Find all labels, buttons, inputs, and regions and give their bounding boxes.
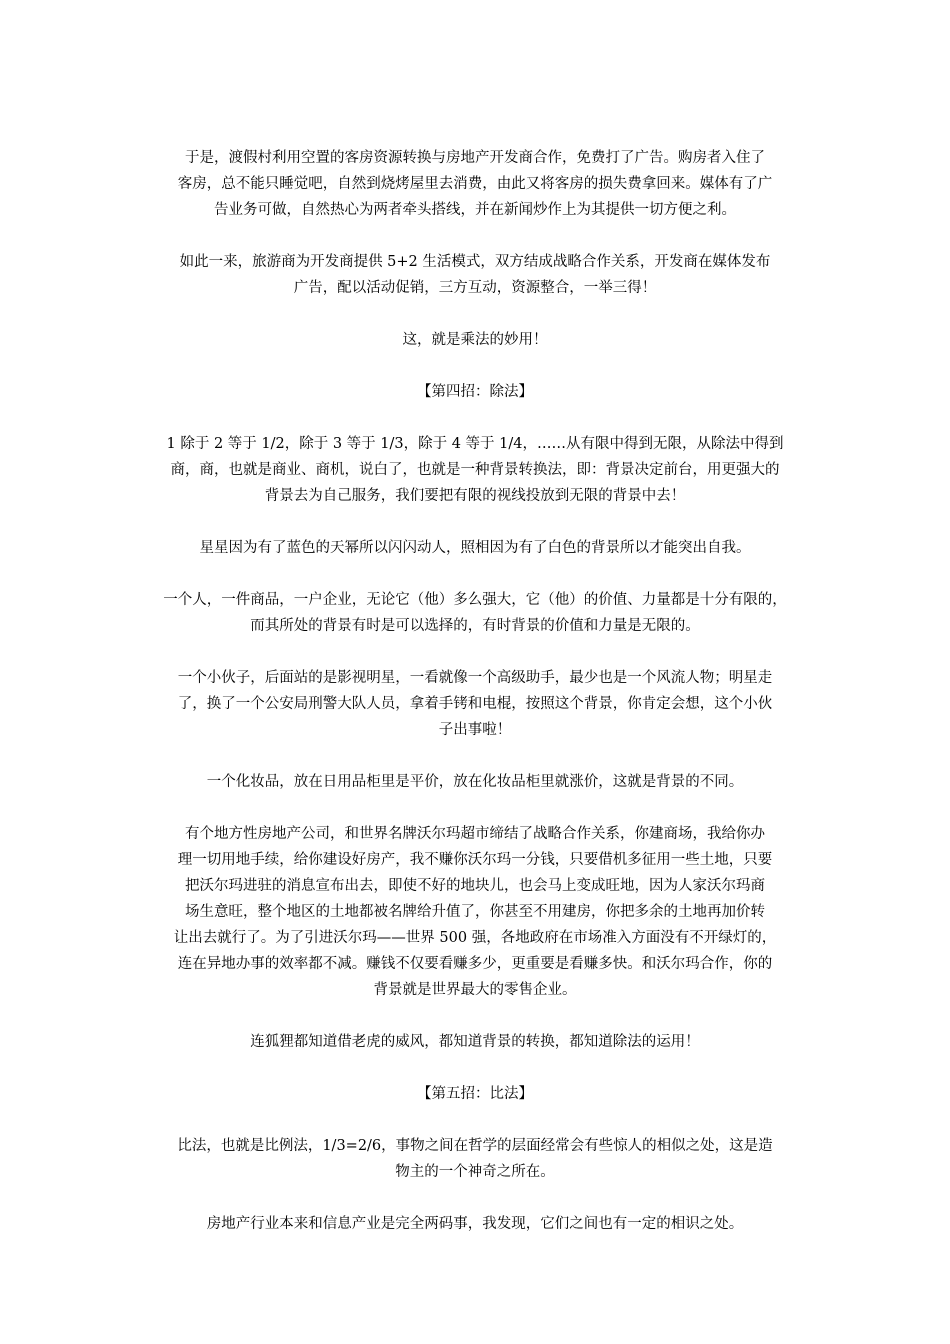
text-line: 子出事啦！ — [438, 722, 512, 738]
text-line: 把沃尔玛进驻的消息宣布出去，即使不好的地块儿，也会马上变成旺地，因为人家沃尔玛商 — [185, 878, 765, 894]
text-line: 星星因为有了蓝色的天幂所以闪闪动人，照相因为有了白色的背景所以才能突出自我。 — [199, 540, 751, 556]
text-line: 一个化妆品，放在日用品柜里是平价，放在化妆品柜里就涨价，这就是背景的不同。 — [206, 774, 744, 790]
paragraph — [140, 327, 810, 353]
text-line: 有个地方性房地产公司，和世界名牌沃尔玛超市缔结了战略合作关系，你建商场，我给你办 — [185, 826, 765, 842]
text-line: 场生意旺，整个地区的土地都被名牌给升值了，你甚至不用建房，你把多余的土地再加价转 — [185, 904, 765, 920]
text-line: 客房，总不能只睡觉吧，自然到烧烤屋里去消费，由此又将客房的损失费拿回来。媒体有了广 — [177, 176, 773, 192]
section-heading — [140, 379, 810, 405]
paragraph — [140, 587, 810, 639]
text-line: 1 除于 2 等于 1/2，除于 3 等于 1/3，除于 4 等于 1/4，……从有限中得到无限，从除法中得到 — [166, 436, 784, 452]
text-line: 比法，也就是比例法，1/3=2/6，事物之间在哲学的层面经常会有些惊人的相似之处，这是造 — [177, 1138, 773, 1154]
paragraph — [140, 1029, 810, 1055]
text-line: 理一切用地手续，给你建设好房产，我不赚你沃尔玛一分钱，只要借机多征用一些土地，只要 — [177, 852, 773, 868]
text-line: 背景去为自己服务，我们要把有限的视线投放到无限的背景中去！ — [264, 488, 686, 504]
paragraph — [140, 431, 810, 509]
text-line: 广告，配以活动促销，三方互动，资源整合，一举三得！ — [293, 280, 657, 296]
text-line: 让出去就行了。为了引进沃尔玛——世界 500 强，各地政府在市场准入方面没有不开绿灯的， — [173, 930, 777, 946]
paragraph — [140, 145, 810, 223]
text-line: 一个人，一件商品，一户企业，无论它（他）多么强大，它（他）的价值、力量都是十分有限的， — [163, 592, 787, 608]
paragraph — [140, 821, 810, 1003]
paragraph — [140, 535, 810, 561]
text-line: 于是，渡假村利用空置的客房资源转换与房地产开发商合作，免费打了广告。购房者入住了 — [185, 150, 765, 166]
text-line: 而其所处的背景有时是可以选择的，有时背景的价值和力量是无限的。 — [250, 618, 700, 634]
text-line: 这，就是乘法的妙用！ — [402, 332, 548, 348]
paragraph — [140, 1133, 810, 1185]
paragraph — [140, 665, 810, 743]
text-line: 物主的一个神奇之所在。 — [395, 1164, 555, 1180]
text-line: 了，换了一个公安局刑警大队人员，拿着手铐和电棍，按照这个背景，你肯定会想，这个小伙 — [177, 696, 773, 712]
section-heading — [140, 1081, 810, 1107]
text-line: 背景就是世界最大的零售企业。 — [373, 982, 577, 998]
text-line: 连在异地办事的效率都不减。赚钱不仅要看赚多少，更重要是看赚多快。和沃尔玛合作，你的 — [177, 956, 773, 972]
text-line: 如此一来，旅游商为开发商提供 5+2 生活模式，双方结成战略合作关系，开发商在媒体发布 — [179, 254, 771, 270]
text-line: 连狐狸都知道借老虎的威风，都知道背景的转换，都知道除法的运用！ — [250, 1034, 700, 1050]
text-line: 商，商，也就是商业、商机，说白了，也就是一种背景转换法，即：背景决定前台，用更强大的 — [170, 462, 780, 478]
text-line: 【第四招：除法】 — [417, 384, 533, 400]
text-line: 一个小伙子，后面站的是影视明星，一看就像一个高级助手，最少也是一个风流人物；明星走 — [177, 670, 773, 686]
text-line: 房地产行业本来和信息产业是完全两码事，我发现，它们之间也有一定的相识之处。 — [206, 1216, 744, 1232]
paragraph — [140, 769, 810, 795]
text-line: 告业务可做，自然热心为两者牵头搭线，并在新闻炒作上为其提供一切方便之利。 — [214, 202, 736, 218]
paragraph — [140, 249, 810, 301]
text-line: 【第五招：比法】 — [417, 1086, 533, 1102]
paragraph — [140, 1211, 810, 1237]
